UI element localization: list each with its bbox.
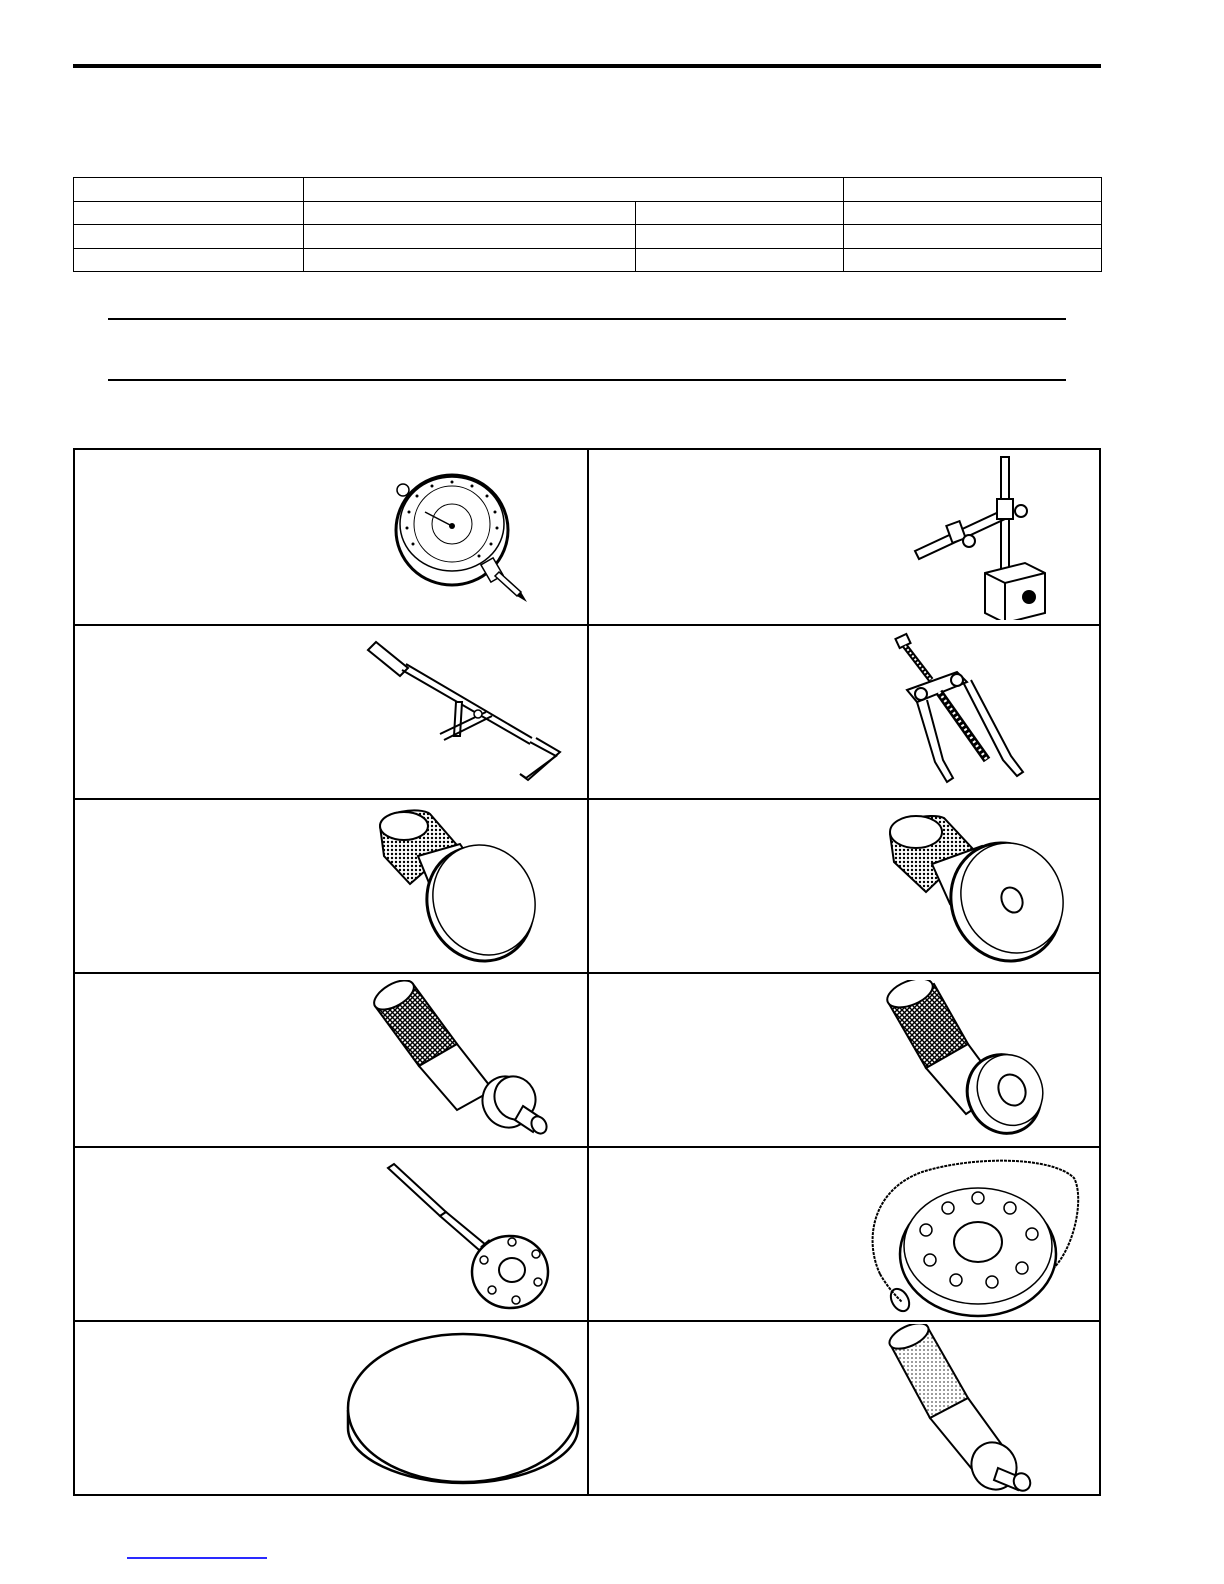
spec-table — [73, 177, 1102, 272]
note-bottom-rule — [108, 379, 1066, 381]
table-row — [74, 248, 1102, 271]
table-cell — [74, 225, 304, 248]
bearing-installer-hole-icon — [882, 804, 1072, 968]
note-top-rule — [108, 318, 1066, 320]
table-cell — [304, 225, 636, 248]
table-cell — [304, 202, 636, 225]
table-cell — [304, 178, 844, 202]
magnetic-stand-icon — [905, 455, 1075, 620]
footer-link-underline — [127, 1557, 267, 1559]
table-cell — [844, 225, 1102, 248]
special-tools-grid — [73, 448, 1101, 1496]
bearing-puller-icon — [887, 632, 1087, 794]
tool-cell — [587, 1146, 1099, 1320]
table-cell — [636, 248, 844, 271]
tool-cell — [75, 1320, 587, 1494]
tool-cell — [75, 972, 587, 1146]
table-cell — [74, 248, 304, 271]
table-cell — [844, 248, 1102, 271]
table-cell — [844, 202, 1102, 225]
note-text — [108, 330, 1066, 370]
tool-cell — [75, 1146, 587, 1320]
table-cell — [304, 248, 636, 271]
table-cell — [844, 178, 1102, 202]
table-cell — [636, 202, 844, 225]
shaft-installer-icon — [365, 980, 565, 1140]
table-cell — [74, 202, 304, 225]
flange-holder-icon — [380, 1160, 555, 1320]
tool-cell — [75, 624, 587, 798]
bushing-installer-icon — [882, 980, 1072, 1142]
tool-cell — [587, 450, 1099, 624]
dial-gauge-icon — [385, 468, 535, 608]
table-cell — [74, 178, 304, 202]
tool-cell — [75, 798, 587, 972]
shim-gauge-tool-icon — [360, 632, 565, 792]
tool-cell — [587, 1320, 1099, 1494]
tool-cell — [75, 450, 587, 624]
tool-cell — [587, 798, 1099, 972]
flywheel-holder-icon — [862, 1150, 1087, 1318]
table-row — [74, 202, 1102, 225]
tool-cell — [587, 972, 1099, 1146]
thickness-gauge-plate-icon — [343, 1328, 583, 1492]
header-rule — [73, 64, 1101, 68]
bearing-installer-icon — [370, 804, 550, 968]
table-row — [74, 178, 1102, 202]
table-cell — [636, 225, 844, 248]
tool-cell — [587, 624, 1099, 798]
seal-installer-icon — [882, 1324, 1072, 1492]
table-row — [74, 225, 1102, 248]
